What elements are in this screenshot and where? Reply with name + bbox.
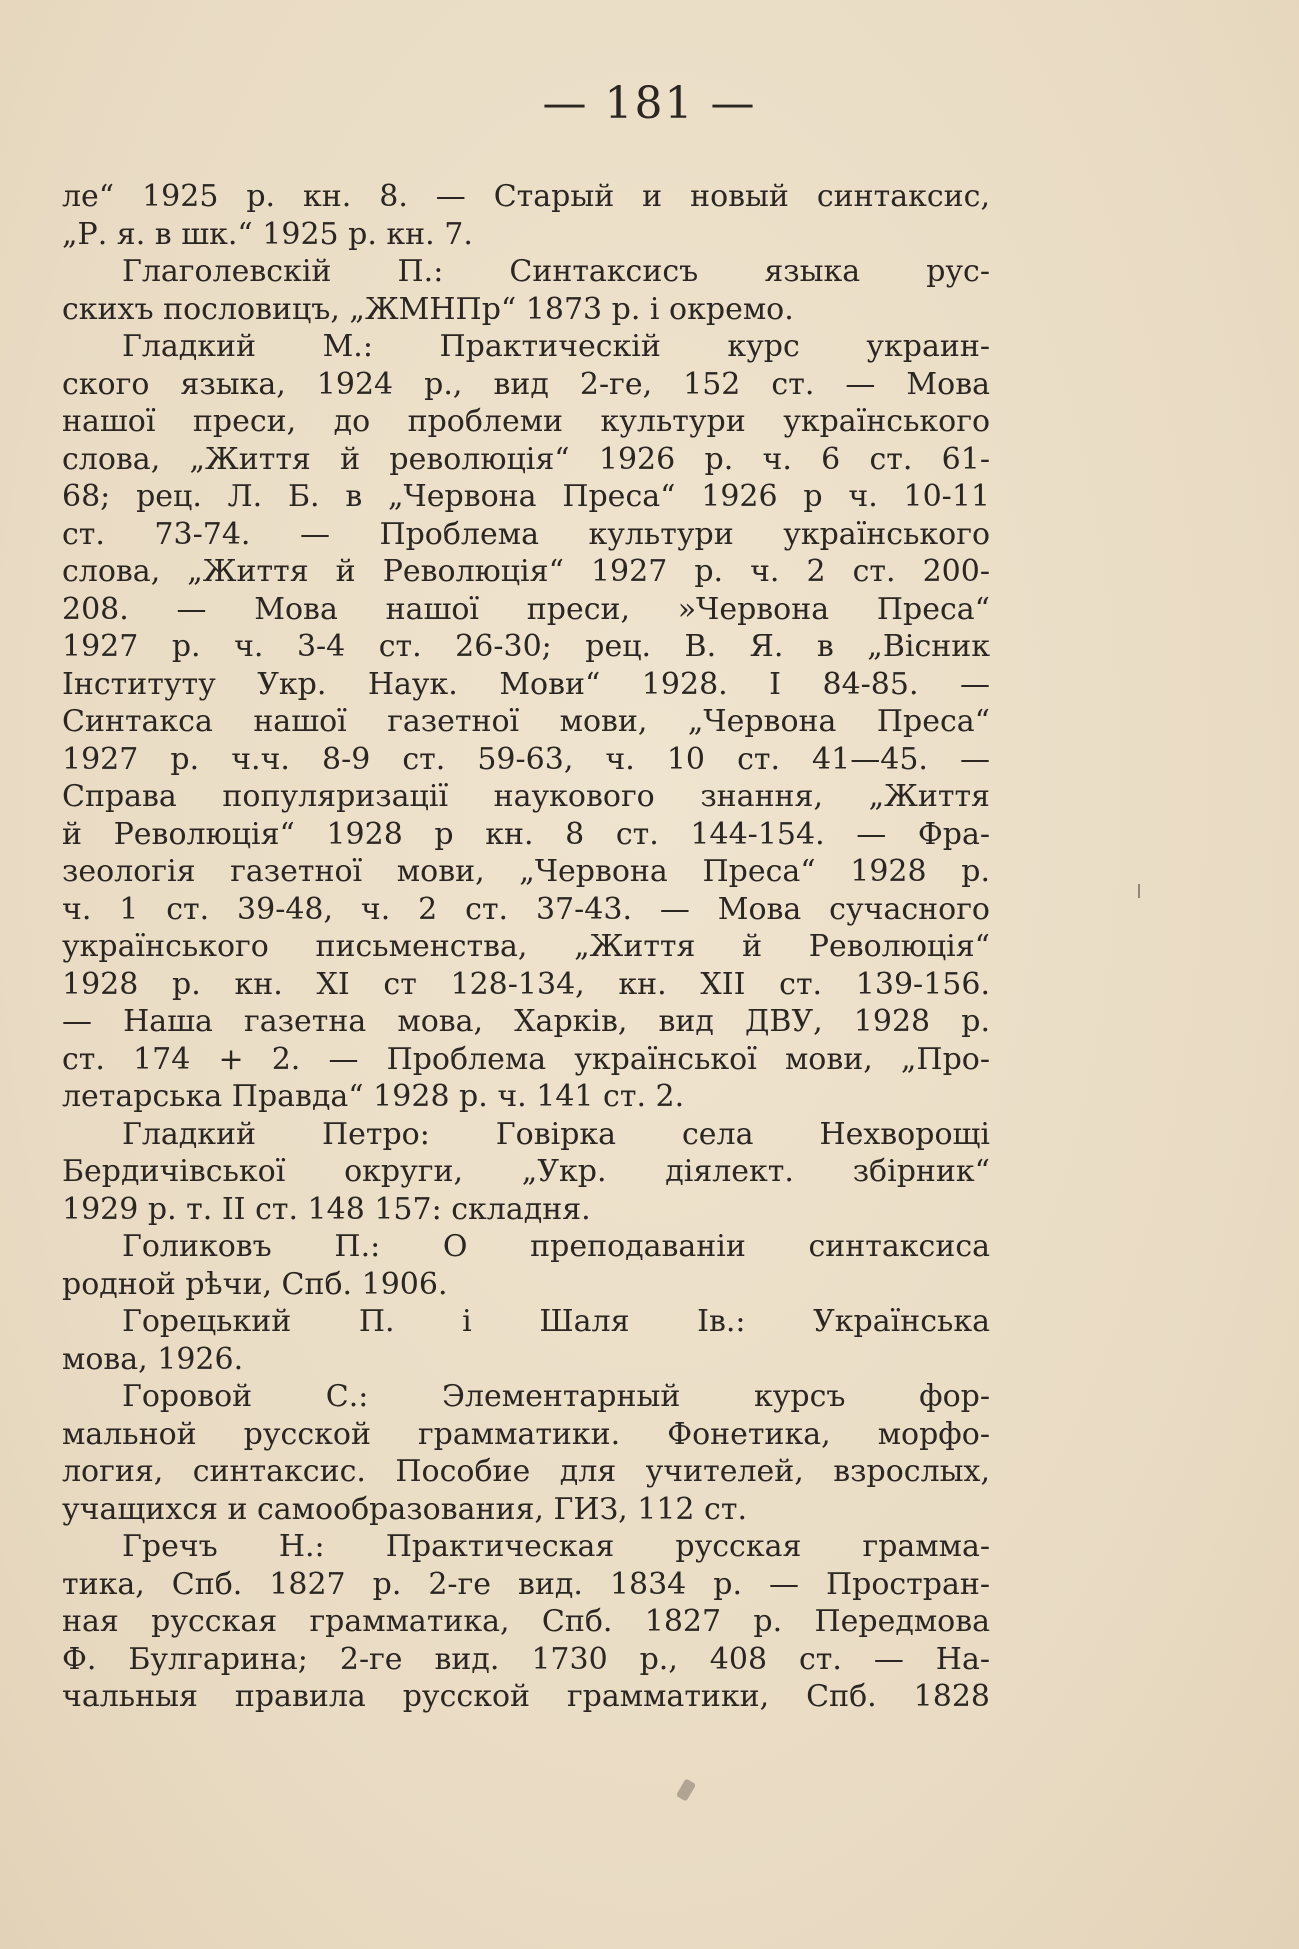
text-line: Гладкий Петро: Говірка села Нехворощі xyxy=(122,1116,990,1152)
text-line: нашої преси, до проблеми культури українського xyxy=(62,404,990,439)
text-line: тика, Спб. 1827 р. 2-ге вид. 1834 р. — Простран- xyxy=(62,1566,990,1602)
text-line: — Наша газетна мова, Харків, вид ДВУ, 1928 р. xyxy=(62,1004,990,1039)
text-line: „Р. я. в шк.“ 1925 р. кн. 7. xyxy=(62,216,473,252)
text-line: слова, „Життя й Революція“ 1927 р. ч. 2 ст. 200- xyxy=(62,554,990,589)
text-line: ная русская грамматика, Спб. 1827 р. Передмова xyxy=(62,1604,990,1639)
text-line: 1927 р. ч. 3-4 ст. 26-30; рец. В. Я. в „Вісник xyxy=(62,629,990,664)
text-line: родной рѣчи, Спб. 1906. xyxy=(62,1266,448,1302)
text-line: Горовой С.: Элементарный курсъ фор- xyxy=(122,1379,990,1414)
text-line: 1929 р. т. II ст. 148 157: складня. xyxy=(62,1191,591,1227)
text-line: летарська Правда“ 1928 р. ч. 141 ст. 2. xyxy=(62,1079,685,1114)
text-line: Глаголевскій П.: Синтаксисъ языка рус- xyxy=(122,254,990,289)
text-line: Ф. Булгарина; 2-ге вид. 1730 р., 408 ст. — На- xyxy=(62,1641,990,1677)
bibliography-text xyxy=(62,178,990,1716)
text-line: Справа популяризації наукового знання, „Життя xyxy=(62,779,990,814)
text-line: Гречъ Н.: Практическая русская грамма- xyxy=(122,1529,990,1564)
text-line: Горецький П. і Шаля Ів.: Українська xyxy=(122,1304,990,1339)
text-line: мова, 1926. xyxy=(62,1341,244,1377)
text-line: 1928 р. кн. XI ст 128-134, кн. XII ст. 139-156. xyxy=(62,966,990,1002)
margin-mark xyxy=(1138,884,1140,898)
text-line: скихъ пословицъ, „ЖМНПр“ 1873 р. і окремо. xyxy=(62,291,794,327)
text-line: Голиковъ П.: О преподаваніи синтаксиса xyxy=(122,1229,990,1264)
text-line: Синтакса нашої газетної мови, „Червона Преса“ xyxy=(62,704,990,739)
text-line: ст. 73-74. — Проблема культури українського xyxy=(62,516,990,552)
text-line: мальной русской грамматики. Фонетика, морфо- xyxy=(62,1416,990,1452)
text-line: Інституту Укр. Наук. Мови“ 1928. I 84-85. — xyxy=(62,666,990,702)
text-line: й Революція“ 1928 р кн. 8 ст. 144-154. — Фра- xyxy=(62,816,990,852)
page-number: — 181 — xyxy=(542,78,757,129)
text-line: ского языка, 1924 р., вид 2-ге, 152 ст. — Мова xyxy=(62,366,990,402)
text-line: ле“ 1925 р. кн. 8. — Старый и новый синтаксис, xyxy=(62,179,990,214)
text-line: 208. — Мова нашої преси, »Червона Преса“ xyxy=(62,591,990,627)
text-line: учащихся и самообразования, ГИЗ, 112 ст. xyxy=(62,1491,747,1527)
text-line: ст. 174 + 2. — Проблема української мови, „Про- xyxy=(62,1041,990,1077)
text-line: ч. 1 ст. 39-48, ч. 2 ст. 37-43. — Мова сучасного xyxy=(62,891,990,927)
text-line: 1927 р. ч.ч. 8-9 ст. 59-63, ч. 10 ст. 41—45. — xyxy=(62,741,990,777)
text-line: українського письменства, „Життя й Революція“ xyxy=(62,929,990,964)
paper-speck xyxy=(676,1778,696,1801)
text-line: зеологія газетної мови, „Червона Преса“ 1928 р. xyxy=(62,854,990,889)
text-line: Гладкий М.: Практическій курс украин- xyxy=(122,329,990,364)
text-line: 68; рец. Л. Б. в „Червона Преса“ 1926 р ч. 10-11 xyxy=(62,479,990,514)
text-line: чальныя правила русской грамматики, Спб. 1828 xyxy=(62,1679,990,1714)
text-line: слова, „Життя й революція“ 1926 р. ч. 6 ст. 61- xyxy=(62,441,990,477)
text-line: логия, синтаксис. Пособие для учителей, взрослых, xyxy=(62,1454,990,1489)
text-line: Бердичівської округи, „Укр. діялект. збірник“ xyxy=(62,1154,990,1189)
